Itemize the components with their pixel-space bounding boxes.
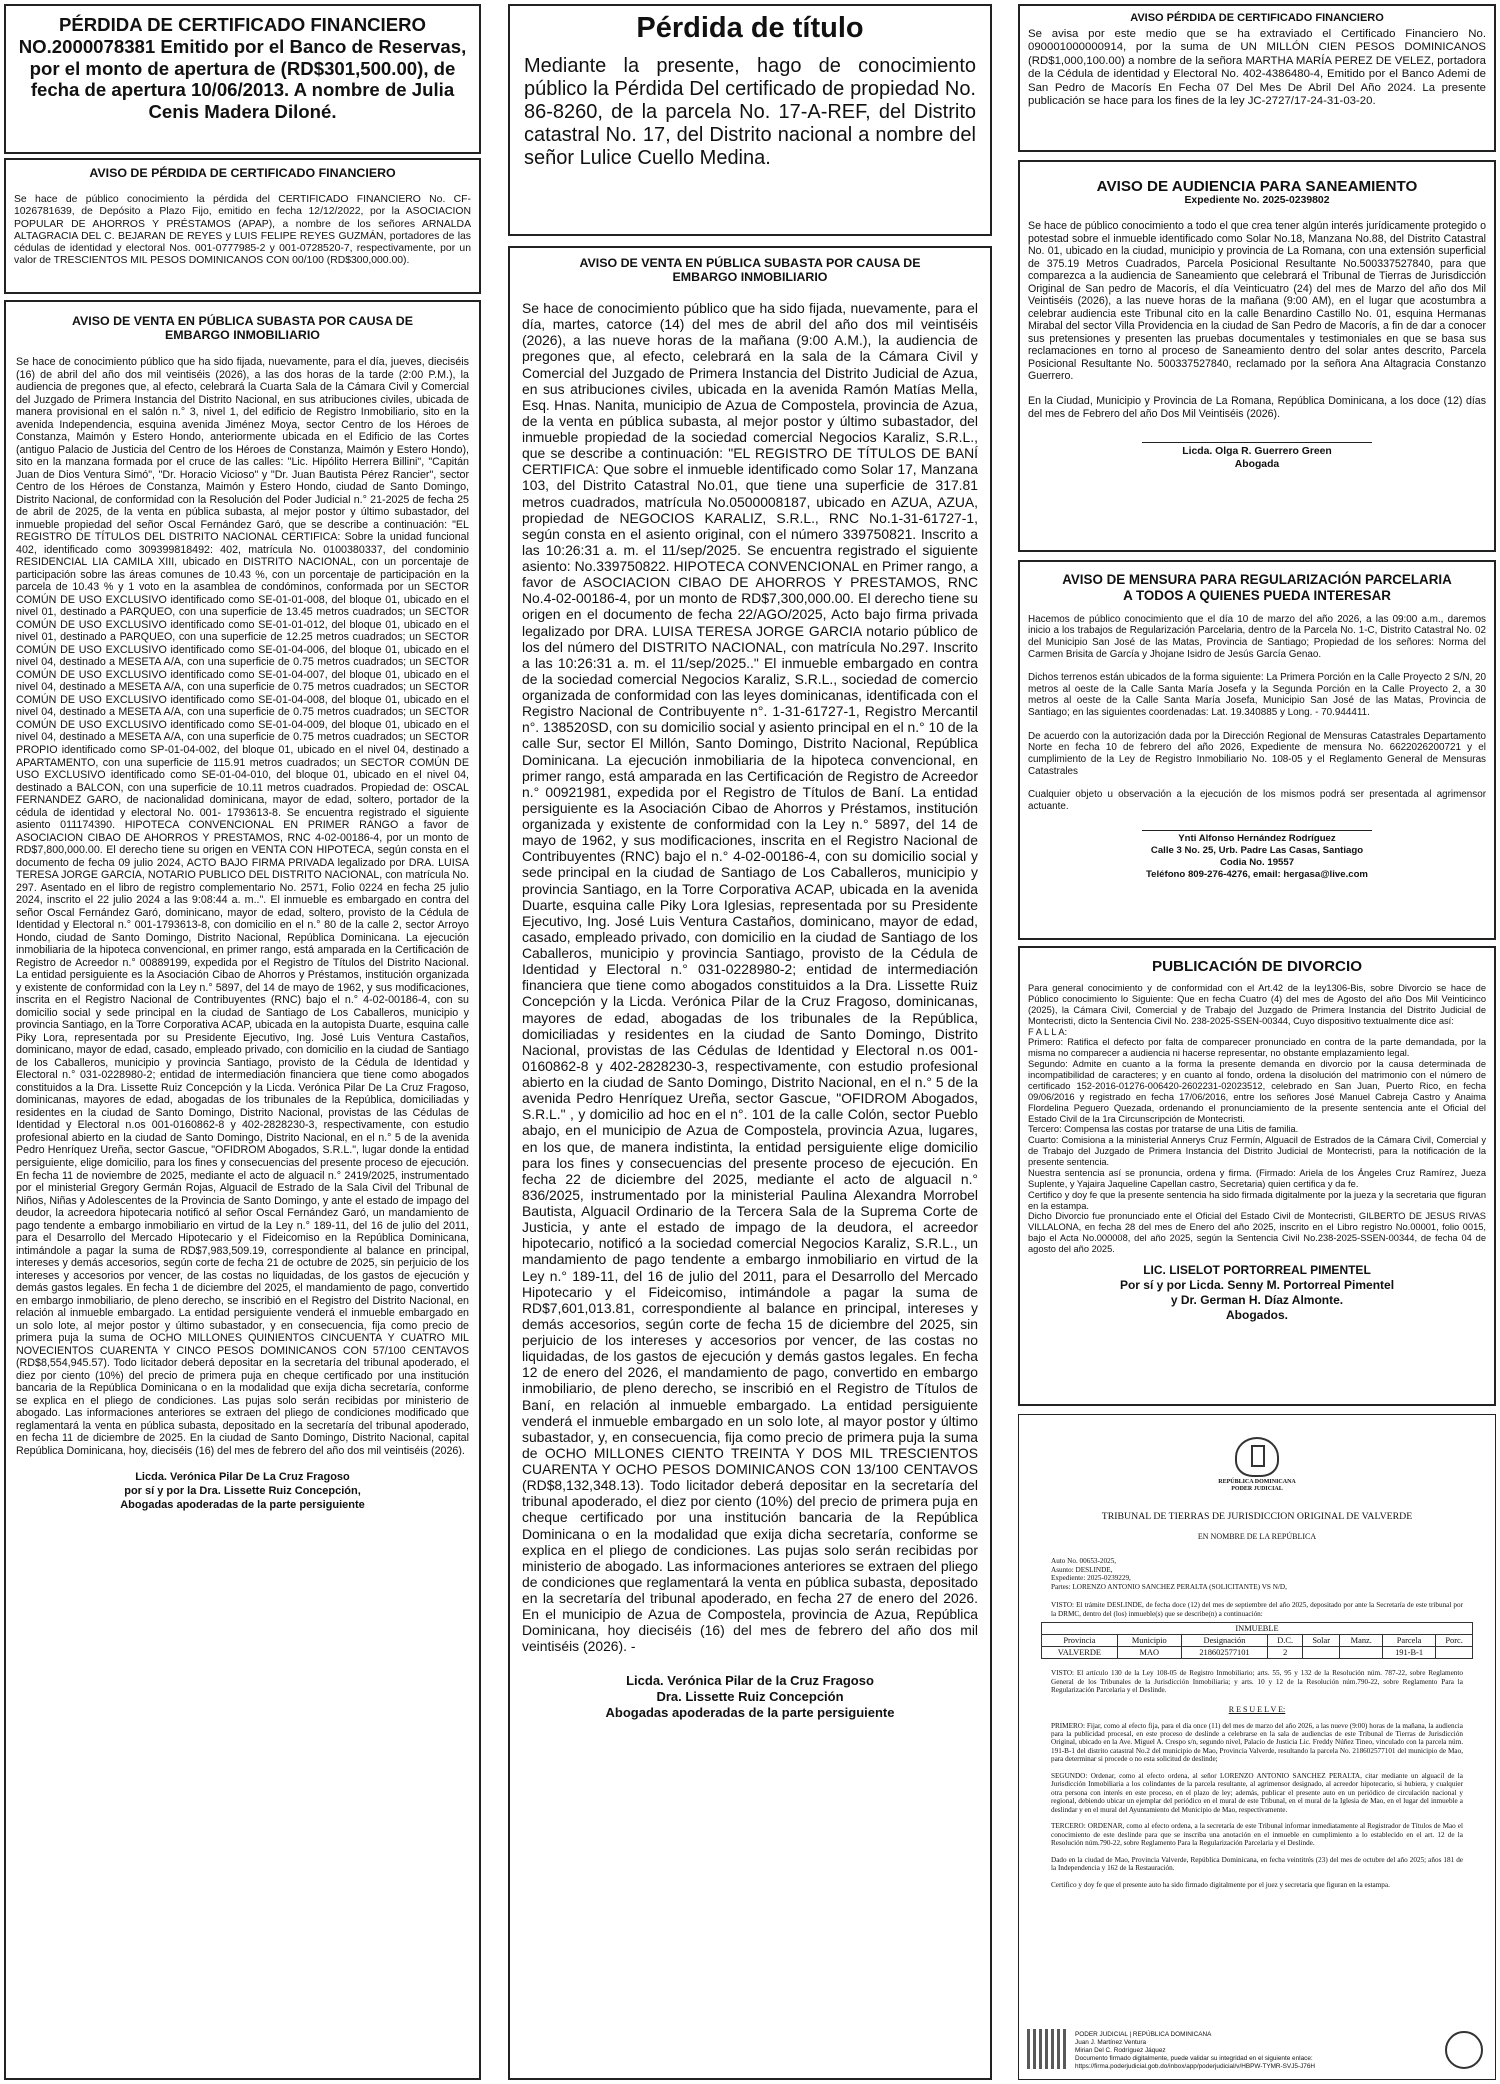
table-cell: 2 (1268, 1647, 1303, 1659)
notice-sanitation-hearing (1018, 160, 1496, 552)
order-primero: PRIMERO: Fijar, como al efecto fija, para el día once (11) del mes de marzo del año 2026, a las nueve (9:00) horas de la mañana, la audiencia para la publicidad procesal, en este proceso de deslinde a celebrarse en la sala de audiencias de este Tribunal de Tierras de Jurisdicción Original, ubicado en la Ave. Miguel A. Crespo s/n, segundo nivel, Palacio de Justicia Lic. Freddy Núñez Tineo, vinculado con la parcela núm. 191-B-1 del distrito catastral No.2 del municipio de Mao, Provincia Valverde, resultando la parcela No. 218602577101 del municipio de Mao, para determinar si procede o no esta solicitud de deslinde; (1051, 1721, 1463, 1764)
table-header-cell: Provincia (1041, 1635, 1117, 1647)
order-dado: Dado en la ciudad de Mao, Provincia Valverde, República Dominicana, en fecha veintitrés (23) del mes de octubre del año 2025; años 181 de la Independencia y 162 de la Restauración. (1051, 1855, 1463, 1873)
in-the-name: EN NOMBRE DE LA REPÚBLICA (1197, 1532, 1317, 1542)
notice-title: AVISO PÉRDIDA DE CERTIFICADO FINANCIERO (1130, 12, 1384, 24)
order-certifico: Certifico y doy fe que el presente auto ha sido firmado digitalmente por el juez y secretaria que figuran en la estampa. (1051, 1880, 1390, 1889)
digital-signature-footer: PODER JUDICIAL | REPÚBLICA DOMINICANA Juan J. Martínez Ventura Mirian Del C. Rodríguez Jáquez Documento firmado digitalmente, puede validar su integridad en el siguiente enlace: https://firma.poderjudicial.gob.do/inbox/app/poderjudicial/v/HBPW-TYMR-SVJ5-J76H (1075, 2031, 1315, 2070)
seal-caption: REPÚBLICA DOMINICANA PODER JUDICIAL (1218, 1479, 1296, 1493)
notice-lost-certificate-apap (4, 158, 481, 294)
notice-lost-certificate-ademi (1018, 4, 1496, 152)
table-row (1041, 1647, 1472, 1659)
notice-signature: LIC. LISELOT PORTORREAL PIMENTEL Por sí y por Licda. Senny M. Portorreal Pimentel y Dr. German H. Díaz Almonte. Abogados. (1119, 1262, 1395, 1322)
order-segundo: SEGUNDO: Ordenar, como al efecto ordena, al señor LORENZO ANTONIO SANCHEZ PERALTA, citar mediante un alguacil de la Jurisdicción Inmobiliaria a los colindantes de la parcela resultante, al agrimensor designado, al acreedor hipotecario, si hubiera, y cualquier otra persona con interés en este proceso, en el plazo de ley; además, publicar el presente auto en un periódico de circulación nacional y regional, debiendo ubicar un ejemplar del periódico en el mural de este Tribunal, en el mural de la Iglesia de Mao, en el lugar del inmueble a deslindar y en el mural del Ayuntamiento del Municipio de Mao, respectivamente. (1051, 1771, 1463, 1814)
table-header-cell: Porc. (1436, 1635, 1473, 1647)
notice-body: Mediante la presente, hago de conocimiento público la Pérdida Del certificado de propiedad No. 86-8260, de la parcela No. 17-A-REF, del Distrito catastral No. 17, del Distrito nacional a nombre del señor Lulice Cuello Medina. (524, 55, 976, 169)
coat-of-arms (1027, 1437, 1487, 1477)
court-name: TRIBUNAL DE TIERRAS DE JURISDICCION ORIGINAL DE VALVERDE (1101, 1511, 1413, 1523)
table-header-cell: D.C. (1268, 1635, 1303, 1647)
notice-auction-azua (508, 246, 992, 2080)
table-cell (1436, 1647, 1473, 1659)
table-header-cell: Solar (1302, 1635, 1339, 1647)
table-cell: 218602577101 (1181, 1647, 1268, 1659)
table-header-cell: Designación (1181, 1635, 1268, 1647)
table-header-cell: Parcela (1383, 1635, 1436, 1647)
notice-body: Se hace de conocimiento público que ha sido fijada, nuevamente, para el día, martes, catorce (14) del mes de abril del año dos mil veintiséis (2026), a las nueve horas de la mañana (9:00 A.M.), la audiencia de pregones que, al efecto, celebrará en la sala de la Cámara Civil y Comercial del Juzgado de Primera Instancia del Distrito Judicial de Azua, en sus atribuciones civiles, ubicada en la avenida Ramón Matías Mella, Esq. Hnas. Nanita, municipio de Azua de Compostela, provincia de Azua, de la venta en pública subasta, al mejor postor y último subastador, del inmueble propiedad de la sociedad comercial Negocios Karaliz, S.R.L., que se describe a continuación: "EL REGISTRO DE TÍTULOS DE BANÍ CERTIFICA: Que sobre el inmueble identificado como Solar 17, Manzana 103, del Distrito Catastral No.01, que tiene una superficie de 317.81 metros cuadrados, matrícula No.0500008187, ubicado en AZUA, AZUA, propiedad de NEGOCIOS KARALIZ, S.R.L., RNC No.1-31-61727-1, según consta en el asiento original, con el número 339750821. Inscrito a las 10:26:31 a. m. el 11/sep/2025. Se encuentra registrado el siguiente asiento: No.339750822. HIPOTECA CONVENCIONAL en Primer rango, a favor de ASOCIACION CIBAO DE AHORROS Y PRESTAMOS, RNC No.4-02-00186-4, por un monto de RD$7,300,000.00. El derecho tiene su origen en el documento de fecha 22/AGO/2025, Acto bajo firma privada legalizado por DRA. LUISA TERESA JORGE GARCIA notario público de los del número del DISTRITO NACIONAL, con matrícula No.297. Inscrito a las 10:26:31 a. m. el 11/sep/2025.." El inmueble embargado en contra de la sociedad comercial Negocios Karaliz, S.R.L., sociedad de comercio organizada de conformidad con las leyes dominicanas, identificada con el Registro Nacional de Contribuyente n°. 1-31-61727-1, Registro Mercantil n°. 138520SD, con su domicilio social y asiento principal en el n.° 10 de la calle Sur, sector El Millón, Santo Domingo, Distrito Nacional, República Dominicana. La ejecución inmobiliaria de la hipoteca convencional, en primer rango, está amparada en las Certificación de Registro de Acreedor n.° 00921981, expedida por el Registro de Títulos de Baní. La entidad persiguiente es la Asociación Cibao de Ahorros y Préstamos, institución organizada y existente de conformidad con la Ley n.° 5897, del 14 de mayo de 1962, y sus modificaciones, inscrita en el Registro Nacional de Contribuyentes (RNC) bajo el n.° 4-02-00186-4, con su domicilio social y sede principal en la ciudad de Santiago de Los Caballeros, municipio y provincia Santiago, en la Torre Corporativa ACAP, ubicada en la avenida Duarte, esquina calle Piky Lora Iglesias, representada por su Presidente Ejecutivo, Ing. José Luis Ventura Castaños, dominicano, mayor de edad, casado, empleado privado, con domicilio en la ciudad de Santiago de los Caballeros, municipio y provincia Santiago, provisto de la Cédula de Identidad y Electoral n.° 031-0228980-2; entidad de intermediación financiera que tiene como abogados constituidos a la Dra. Lissette Ruiz Concepción y la Licda. Verónica Pilar de la Cruz Fragoso, dominicanas, mayores de edad, abogadas de los tribunales de la República, domiciliadas y residentes en la ciudad de Santo Domingo, Distrito Nacional, provistas de las Cédulas de Identidad y Electoral n.os 001-0160862-8 y 402-2828230-3, respectivamente, con estudio profesional abierto en la ciudad de Santo Domingo, Distrito Nacional, en el n.° 5 de la avenida Pedro Henríquez Ureña, sector Gascue, "OFIDROM Abogados, S.R.L." , y domicilio ad hoc en el n°. 101 de la calle Colón, sector Pueblo abajo, en el municipio de Azua de Compostela, provincia Azua, lugares, en los que, de manera indistinta, la entidad persiguiente elige domicilio para los fines y consecuencias del presente proceso de ejecución. En fecha 22 de diciembre del 2025, mediante el acto de alguacil n.° 836/2025, instrumentado por la ministerial Paulina Alexandra Morrobel Bautista, Alguacil Ordinario de la Tercera Sala de la Suprema Corte de Justicia, y ante el estado de impago de la deudora, el acreedor hipotecario, notificó a la sociedad comercial Negocios Karaliz, S.R.L., un mandamiento de pago tendente a embargo inmobiliario en virtud de la Ley n.° 189-11, del 16 de julio del 2011, para el Desarrollo del Mercado Hipotecario y el Fideicomiso, intimándole a pagar la suma de RD$7,601,013.81, correspondiente al balance en principal, intereses y demás accesorios, según corte de fecha 15 de diciembre del 2025, sin perjuicio de los intereses y accesorios por vencer, de las costas no liquidadas, de los gastos de ejecución y demás gastos legales. En fecha 12 de enero del 2026, el mandamiento de pago, convertido en embargo inmobiliario, de pleno derecho, se inscribió en el Registro de Títulos de Baní, en relación al inmueble embargado. La entidad persiguiente venderá el inmueble embargado en un solo lote, al mayor postor y último subastador, y, en consecuencia, fija como precio de primera puja la suma de OCHO MILLONES CIENTO TREINTA Y DOS MIL TRESCIENTOS CUARENTA Y OCHO PESOS DOMINICANOS CON 13/100 CENTAVOS (RD$8,132,348.13). Todo licitador deberá depositar en la secretaría del tribunal apoderado, el diez por ciento (10%) del precio de primera puja en cheque certificado por una institución bancaria de la República Dominicana o en la modalidad que exija dicha secretaría, conforme se explica en el pliego de condiciones. Las pujas solo serán recibidas por ministerio de abogado. Las informaciones anteriores se extraen del pliego de condiciones que reglamentará la venta en pública subasta, depositado en la secretaría del tribunal apoderado, en fecha 27 de enero del 2026. En el municipio de Azua de Compostela, provincia de Azua, República Dominicana, hoy dieciséis (16) del mes de febrero del año dos mil veintiséis (2026). - (522, 300, 978, 1655)
qr-code-icon (1027, 2029, 1067, 2069)
property-table (1041, 1622, 1473, 1659)
table-cell (1302, 1647, 1339, 1659)
notice-title: AVISO DE PÉRDIDA DE CERTIFICADO FINANCIERO (89, 166, 396, 180)
notice-signature: Licda. Olga R. Guerrero Green Abogada (1182, 446, 1332, 470)
notice-body: Se hace de público conocimiento a todo el que crea tener algún interés jurídicamente protegido o potestad sobre el inmueble identificado como Solar No.18, Manzana No.88, del Distrito Catastral No. 01, ubicado en la ciudad, municipio y provincia de La Romana, con una extensión superficial de 375.19 Metros Cuadrados, Parcela Posicional Resultante No.500337527840, para que comparezca a la audiencia de Saneamiento que celebrará el Tribunal de Tierras de Jurisdicción Original de San pedro de Macorís, el día Veinticuatro (24) del mes de Marzo del año dos Mil Veintiséis (2026), a las nueve horas de la mañana (9:00 AM), en el lugar que acostumbra a celebrar audiencia este Tribunal cito en la calle Benardino Castillo No. 01, esquina Hermanas Mirabal del sector Villa Providencia en la ciudad de San Pedro de Macorís, a fin de dar a conocer sus pretensiones y presenten las pruebas documentales y testimoniales en que se basa sus reclamaciones en torno al proceso de Saneamiento dentro del solar antes descrito, Parcela Posicional Resultante No. 500337527840, reclamado por la señora Ana Altagracia Constanzo Guerrero. En la Ciudad, Municipio y Provincia de La Romana, República Dominicana, a los doce (12) días del mes de Febrero del año Dos Mil Veintiséis (2026). (1028, 220, 1486, 420)
notice-lost-title (508, 4, 992, 236)
notice-signature: Licda. Verónica Pilar De La Cruz Fragoso por sí y por la Dra. Lissette Ruiz Concepción, Abogadas apoderadas de la parte persiguiente (120, 1471, 365, 1511)
notice-title: Pérdida de título (636, 12, 864, 44)
order-visto-2: VISTO: El artículo 130 de la Ley 108-05 de Registro Inmobiliario; arts. 55, 95 y 132 de la Resolución núm. 787-22, sobre Reglamento General de los Tribunales de la Jurisdicción Inmobiliaria; y arts. 10 y 12 de la Resolución núm.790-22, sobre Reglamento Para la Regularización Parcelaria y el Deslinde. (1051, 1669, 1463, 1695)
table-cell: VALVERDE (1041, 1647, 1117, 1659)
notice-court-order-valverde (1018, 1414, 1496, 2080)
order-tercero: TERCERO: ORDENAR, como al efecto ordena, a la secretaría de este Tribunal informar inmediatamente al Registrador de Títulos de Mao el conocimiento de este deslinde para que se inscriba una anotación en el inmueble en cumplimiento a lo establecido en el art. 12 de la Resolución núm.790-22, sobre Reglamento Para la Regularización Parcelaria y el Deslinde. (1051, 1822, 1463, 1848)
notice-body: Hacemos de público conocimiento que el día 10 de marzo del año 2026, a las 09:00 a.m., daremos inicio a los trabajos de Regularización Parcelaria, dentro de la Parcela No. 1-C, Distrito Catastral No. 02 del Municipio San José de las Matas, Provincia de Santiago; Propiedad de los señores: Norma del Carmen Brisita de García y Jhojane Isidro de Jesús García Genao. Dichos terrenos están ubicados de la forma siguiente: La Primera Porción en la Calle Proyecto 2 S/N, 20 metros al oeste de la Calle Santa María Josefa y la Segunda Porción en la Calle Proyecto 2, a 30 metros al oeste de la Calle Santa María Josefa, Municipio San José de las Matas, Provincia de Santiago; en las siguientes coordenadas: Lat. 19.340885 y Long. - 70.944411. De acuerdo con la autorización dada por la Dirección Regional de Mensuras Catastrales Departamento Norte en fecha 10 de febrero del año 2026, Expediente de mensura No. 6622026200721 y el cumplimiento de la Ley de Registro Inmobiliario No. 108-05 y el Reglamento General de Mensuras Catastrales Cualquier objeto u observación a la ejecución de los mismos podrá ser presentada al agrimensor actuante. (1028, 613, 1486, 812)
table-header-row (1041, 1635, 1472, 1647)
notice-divorce (1018, 946, 1496, 1406)
notice-signature: Ynti Alfonso Hernández Rodríguez Calle 3 No. 25, Urb. Padre Las Casas, Santiago Codia No. 19557 Teléfono 809-276-4276, email: hergasa@live.com (1146, 833, 1368, 881)
signature-line (1142, 442, 1372, 443)
notice-title: AVISO DE VENTA EN PÚBLICA SUBASTA POR CAUSA DE EMBARGO INMOBILIARIO (579, 256, 921, 284)
table-header-cell: Municipio (1118, 1635, 1182, 1647)
notice-body: Se avisa por este medio que se ha extraviado el Certificado Financiero No. 090001000000914, por la suma de UN MILLÓN CIEN PESOS DOMINICANOS (RD$1,000,100.00) a nombre de la señora MARTHA MARÍA PEREZ DE VELEZ, portadora de la Cédula de identidad y Electoral No. 402-4386480-4, Emitido por el Banco Ademi de San Pedro de Macorís En Fecha 07 Del Mes De Abril Del Año 2024. La presente publicación se hace para los fines de la ley JC-2727/17-24-31-03-20. (1028, 28, 1486, 108)
notice-survey-regularization (1018, 560, 1496, 940)
notice-body: Se hace de público conocimiento la pérdida del CERTIFICADO FINANCIERO No. CF-1026781639, de Depósito a Plazo Fijo, emitido en fecha 12/12/2022, por la ASOCIACION POPULAR DE AHORROS Y PRÉSTAMOS (APAP), a nombre de los señores ARNALDA ALTAGRACIA DEL C. BEJARAN DE REYES y LUIS FELIPE REYES GUZMÁN, portadores de las cédulas de identidad y electoral Nos. 001-0777985-2 y 001-0728520-7, respectivamente, por un valor de TRESCIENTOS MIL PESOS DOMINICANOS CON 00/100 (RD$300,000.00). (14, 194, 471, 267)
notice-auction-distrito-nacional (4, 300, 481, 2080)
signature-line (1142, 830, 1372, 831)
notice-signature: Licda. Verónica Pilar de la Cruz Fragoso Dra. Lissette Ruiz Concepción Abogadas apoderadas de la parte persiguiente (605, 1672, 895, 1720)
table-cell: 191-B-1 (1383, 1647, 1436, 1659)
notice-title: AVISO DE VENTA EN PÚBLICA SUBASTA POR CAUSA DE EMBARGO INMOBILIARIO (72, 314, 413, 342)
notice-title: PÉRDIDA DE CERTIFICADO FINANCIERO NO.2000078381 Emitido por el Banco de Reservas, por el monto de apertura de (RD$301,500.00), de fecha de apertura 10/06/2013. A nombre de Julia Cenis Madera Diloné. (18, 14, 467, 122)
table-cell: MAO (1118, 1647, 1182, 1659)
notice-title: AVISO DE AUDIENCIA PARA SANEAMIENTO (1096, 178, 1418, 195)
table-title: INMUEBLE (1041, 1623, 1472, 1635)
notice-body: Para general conocimiento y de conformidad con el Art.42 de la ley1306-Bis, sobre Divorcio se hace de Público conocimiento lo Siguiente: Que en fecha Cuatro (4) del mes de Agosto del año Dos Mil Veinticinco (2025), la Cámara Civil, Comercial y de Trabajo del Juzgado de Primera Instancia del Distrito Judicial de Montecristi, dicto la Sentencia Civil No. 238-2025-SSEN-00344, Cuyo dispositivo textualmente dice así: F A L L A: Primero: Ratifica el defecto por falta de comparecer pronunciado en contra de la parte demandada, por la misma no comparecer a audiencia ni hacerse representar, no obstante emplazamiento legal. Segundo: Admite en cuanto a la forma la presente demanda en divorcio por la causa determinada de incompatibilidad de caracteres; y en cuanto al fondo, ordena la disolución del matrimonio con el número de certificado 152-2016-01276-006420-2602231-02023512, celebrado en San Juan, Puerto Rico, en fecha 09/06/2016 y registrado en fecha 17/06/2016, entre los señores José Manuel Cabreja Castro y Anaima Flordelina Peguero Quezada, ordenando el pronunciamiento de la presente sentencia ante el Oficial del Estado Civil de la 1ra Circunscripción de Montecristi. Tercero: Compensa las costas por tratarse de una Litis de familia. Cuarto: Comisiona a la ministerial Annerys Cruz Fermín, Alguacil de Estrados de la Cámara Civil, Comercial y de Trabajo del Juzgado de Primera Instancia del Distrito Judicial de Montecristi, para la notificación de la presente sentencia. Nuestra sentencia así se pronuncia, ordena y firma. (Firmado: Ariela de los Ángeles Cruz Ramírez, Jueza Suplente, y Yajaira Jaqueline Capellan castro, Secretaria) quien certifica y da fe. Certifico y doy fe que la presente sentencia ha sido firmada digitalmente por la jueza y la secretaria que figuran en la estampa. Dicho Divorcio fue pronunciado ente el Oficial del Estado Civil de Montecristi, GILBERTO DE JESUS RIVAS VILLALONA, en fecha 28 del mes de Enero del año 2025, inscrito en el Libro registro No.00001, folio 0015, bajo el Acta No.000008, del año 2025, según la Sentencia Civil No.238-2025-SSEN-00344, de fecha 04 de agosto del año 2025. (1028, 983, 1486, 1254)
notice-title: PUBLICACIÓN DE DIVORCIO (1151, 958, 1363, 975)
notice-body: Se hace de conocimiento público que ha sido fijada, nuevamente, para el día, jueves, dieciséis (16) de abril del año dos mil veintiséis (2026), a las dos horas de la tarde (2:00 P.M.), la audiencia de pregones que, al efecto, celebrará la Cuarta Sala de la Cámara Civil y Comercial del Juzgado de Primera Instancia del Distrito Nacional, en sus atribuciones civiles, ubicada de manera provisional en el salón n.° 3, nivel 1, del edificio de Registro Inmobiliario, sito en la avenida Independencia, esquina avenida Jiménez Moya, sector Centro de los Héroes de Constanza, Maimón y Estero Hondo, anteriormente ubicada en el Edificio de las Cortes (antiguo Palacio de Justicia del Centro de los Héroes de Constanza, Maimón y Estero Hondo), sito en la manzana formada por el cruce de las calles: "Lic. Hipólito Herrera Billini", "Capitán Juan de Dios Ventura Simó", "Dr. Horacio Vicioso" y "Dr. Juan Bautista Pérez Rancier", sector Centro de los Héroes de Constanza, Maimón y Estero Hondo, ciudad de Santo Domingo, Distrito Nacional, de conformidad con la Resolución del Poder Judicial n.° 21-2025 de fecha 25 de abril de 2025, de la venta en pública subasta, al mejor postor y último subastador, del inmueble propiedad del señor Oscal Fernández Garó, que se describe a continuación: "EL REGISTRO DE TÍTULOS DEL DISTRITO NACIONAL CERTIFICA: Sobre la unidad funcional 402, identificado como 309399818492: 402, matrícula No. 0100380337, del condominio RESIDENCIAL LIA CAMILA XIII, ubicado en DISTRITO NACIONAL, con un porcentaje de participación sobre las áreas comunes de 10.43 %, con un porcentaje de participación en la parcela de 10.43 % y 1 voto en la asamblea de condóminos, conformada por un SECTOR COMÚN DE USO EXCLUSIVO identificado como SE-01-01-008, del bloque 01, ubicado en el nivel 01, destinado a PARQUEO, con una superficie de 13.45 metros cuadrados; un SECTOR COMÚN DE USO EXCLUSIVO identificado como SE-01-01-012, del bloque 01, ubicado en el nivel 01, destinado a PARQUEO, con una superficie de 12.25 metros cuadrados; un SECTOR COMÚN DE USO EXCLUSIVO identificado como SE-01-04-006, del bloque 01, ubicado en el nivel 04, destinado a MESETA A/A, con una superficie de 0.75 metros cuadrados; un SECTOR COMÚN DE USO EXCLUSIVO identificado como SE-01-04-007, del bloque 01, ubicado en el nivel 04, destinado a MESETA A/A, con una superficie de 0.75 metros cuadrados; un SECTOR COMÚN DE USO EXCLUSIVO identificado como SE-01-04-008, del bloque 01, ubicado en el nivel 04, destinado a MESETA A/A, con una superficie de 0.75 metros cuadrados; un SECTOR COMÚN DE USO EXCLUSIVO identificado como SE-01-04-009, del bloque 01, ubicado en el nivel 04, destinado a MESETA A/A, con una superficie de 0.75 metros cuadrados; un SECTOR PROPIO identificado como SP-01-04-002, del bloque 01, ubicado en el nivel 04, destinado a APARTAMENTO, con una superficie de 115.91 metros cuadrados; un SECTOR COMÚN DE USO EXCLUSIVO identificado como SE-01-04-010, del bloque 01, ubicado en el nivel 04, destinado a BALCON, con una superficie de 10.11 metros cuadrados. Propiedad de: OSCAL FERNANDEZ GARO, de nacionalidad dominicana, mayor de edad, soltero, portador de la cédula de identidad y electoral No. 001- 1793613-8. Se encuentra registrado el siguiente asiento 011174390. HIPOTECA CONVENCIONAL EN PRIMER RANGO a favor de ASOCIACION CIBAO DE AHORROS Y PRESTAMOS, RNC 4-02-00186-4, por un monto de RD$7,800,000.00. El derecho tiene su origen en VENTA CON HIPOTECA, según consta en el documento de fecha 09 julio 2024, ACTO BAJO FIRMA PRIVADA legalizado por DRA. LUISA TERESA JORGE GARCIA, NOTARIO PUBLICO DEL DISTRITO NACIONAL, con matrícula No. 297. Asentado en el libro de registro complementario No. 2571, Folio 0224 en fecha 25 julio 2024, inscrito el 22 julio 2024 a las 9:08:44 a. m..". El inmueble es embargado en contra del señor Oscal Fernández Garó, dominicano, mayor de edad, soltero, provisto de la Cédula de Identidad y Electoral n.° 001-1793613-8, con domicilio en el n.° 80 de la calle 2, sector Arroyo Hondo, ciudad de Santo Domingo, Distrito Nacional, República Dominicana. La ejecución inmobiliaria de la hipoteca convencional, en primer rango, está amparada en la Certificación de Registro de Acreedor n.° 00889199, expedida por el Registro de Títulos del Distrito Nacional. La entidad persiguiente es la Asociación Cibao de Ahorros y Préstamos, institución organizada y existente de conformidad con la Ley n.° 5897, del 14 de mayo de 1962, y sus modificaciones, inscrita en el Registro Nacional de Contribuyentes (RNC) bajo el n.° 4-02-00186-4, con su domicilio social y sede principal en la ciudad de Santiago de Los Caballeros, municipio y provincia Santiago, en la Torre Corporativa ACAP, ubicada en la autopista Duarte, esquina calle Piky Lora, representada por su Presidente Ejecutivo, Ing. José Luis Ventura Castaños, dominicano, mayor de edad, casado, empleado privado, con domicilio en la ciudad de Santiago de los Caballeros, municipio y provincia Santiago, provisto de la Cédula de Identidad y Electoral n.° 031-0228980-2; entidad de intermediación financiera que tiene como abogados constituidos a la Dra. Lissette Ruiz Concepción y la Licda. Verónica Pilar De La Cruz Fragoso, dominicanas, mayores de edad, abogadas de los tribunales de la República, domiciliadas y residentes en la ciudad de Santo Domingo, Distrito Nacional, provistas de las Cédulas de Identidad y Electoral n.os 001-0160862-8 y 402-2828230-3, respectivamente, con estudio profesional abierto en la ciudad de Santo Domingo, Distrito Nacional, en el n.° 5 de la avenida Pedro Henríquez Ureña, sector Gascue, "OFIDROM Abogados, S.R.L.", lugar donde la entidad persiguiente, elige domicilio, para los fines y consecuencias del presente proceso de ejecución. En fecha 11 de noviembre de 2025, mediante el acto de alguacil n.° 2419/2025, instrumentado por el ministerial Gregory Germán Rojas, Alguacil de Estrado de la Sala Civil del Tribunal de Niños, Niñas y Adolescentes de la Provincia de Santo Domingo, y ante el estado de impago del deudor, la acreedora hipotecaria notificó al señor Oscal Fernández Garó, un mandamiento de pago tendente a embargo inmobiliario en virtud de la Ley n.° 189-11, del 16 de julio del 2011, para el Desarrollo del Mercado Hipotecario y el Fideicomiso en la República Dominicana, intimándole a pagar la suma de RD$7,983,509.19, correspondiente al balance en principal, intereses y demás accesorios, según corte de fecha 21 de octubre de 2025, sin perjuicio de los intereses y accesorios por vencer, de las costas no liquidadas, de los gastos de ejecución y demás gastos legales. En fecha 1 de diciembre del 2025, el mandamiento de pago, convertido en embargo inmobiliario, de pleno derecho, se inscribió en el Registro del Distrito Nacional, en relación al inmueble embargado. La entidad persiguiente venderá el inmueble embargado en un solo lote, al mejor postor y último subastador, y en consecuencia, fija como precio de primera puja la suma de OCHO MILLONES QUINIENTOS CINCUENTA Y CUATRO MIL NOVECIENTOS CUARENTA Y CINCO PESOS DOMINICANOS CON 57/100 CENTAVOS (RD$8,554,945.57). Todo licitador deberá depositar en la secretaría del tribunal apoderado, el diez por ciento (10%) del precio de primera puja en cheque certificado por una institución bancaria de la República Dominicana o en la modalidad que exija dicha secretaría, conforme se explica en el pliego de condiciones. Las pujas solo serán recibidas por ministerio de abogado. Las informaciones anteriores se extraen del pliego de condiciones modificado que reglamentará la venta en pública subasta, depositado en la secretaría del tribunal apoderado, en fecha 11 de diciembre de 2025. En la ciudad de Santo Domingo, Distrito Nacional, capital República Dominicana, hoy, dieciséis (16) del mes de febrero del año dos mil veintiséis (2026). (16, 356, 469, 1457)
order-visto-1: VISTO: El trámite DESLINDE, de fecha doce (12) del mes de septiembre del año 2025, depositado por ante la Secretaría de este tribunal por la DRMC, dentro del (los) inmueble(s) que se describe(n) a continuación: (1051, 1601, 1463, 1618)
order-resuelve: R E S U E L V E: (1228, 1704, 1286, 1714)
coat-of-arms-icon (1235, 1437, 1279, 1477)
order-meta: Auto No. 00653-2025, Asunto: DESLINDE, Expediente: 2025-0239229, Partes: LORENZO ANTONIO SANCHEZ PERALTA (SOLICITANTE) VS N/D, (1051, 1557, 1287, 1591)
poder-judicial-logo-icon (1445, 2031, 1483, 2069)
notice-subtitle: Expediente No. 2025-0239802 (1184, 195, 1330, 206)
notice-lost-certificate-banreservas (4, 4, 481, 154)
table-header-cell: Manz. (1340, 1635, 1383, 1647)
notice-title: AVISO DE MENSURA PARA REGULARIZACIÓN PARCELARIA A TODOS A QUIENES PUEDA INTERESAR (1062, 572, 1452, 603)
table-cell (1340, 1647, 1383, 1659)
